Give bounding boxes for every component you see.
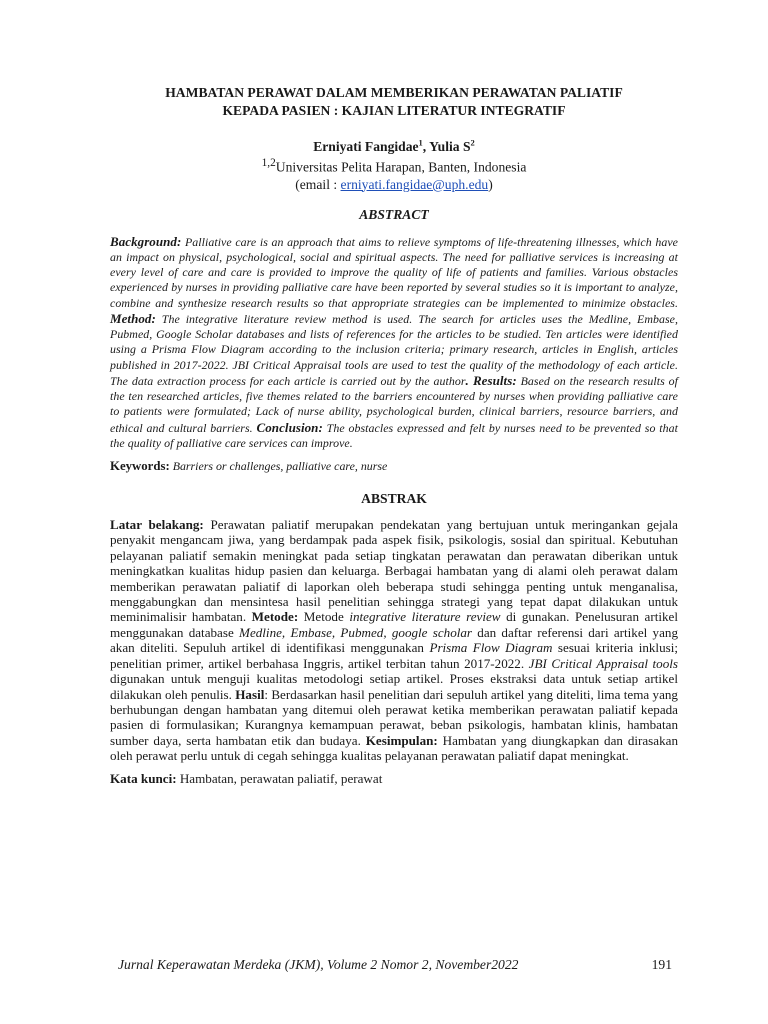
results-label: . Results: xyxy=(465,372,517,388)
metode-text-2: di gunakan. Penelusuran artikel menggunakan database xyxy=(110,609,678,640)
background-label: Background: xyxy=(110,233,182,249)
metode-text-3: dan daftar referensi dari artikel yang akan diteliti. Sepuluh artikel di identifikasi menggunakan xyxy=(110,624,679,656)
abstract-english xyxy=(110,234,678,452)
results-text: Based on the research results of the ten researched articles, five themes related to the barriers encountered by nurses when providing palliative care to patients were formulated; Lack of nurse ability, psychological burden, clinical barriers, resource barriers, and ethical and cultural barriers. xyxy=(110,373,679,435)
author-names xyxy=(313,139,475,154)
abstract-indonesian xyxy=(110,517,678,764)
keywords-text: Barriers or challenges, palliative care, nurse xyxy=(169,459,388,474)
metode-text-4: sesuai kriteria inklusi; penelitian primer, artikel berbahasa Inggris, artikel terbitan tahun 2017-2022. xyxy=(110,640,678,671)
kesimpulan-label: Kesimpulan: xyxy=(365,732,438,748)
email-prefix: (email : xyxy=(295,176,341,192)
author-list xyxy=(110,138,678,155)
affiliation xyxy=(110,155,678,176)
metode-italic-2: Medline, Embase, Pubmed, google scholar xyxy=(239,624,473,640)
paper-title xyxy=(110,84,678,120)
latar-belakang-text: Perawatan paliatif merupakan pendekatan yang bertujuan untuk meringankan gejala penyakit mengancam jiwa, yang berdampak pada aspek fisik, psikologis, sosial dan spiritual. Kebutuhan pelayanan paliatif semakin meningkat pada setiap tingkatan perawatan dan perawatan diberikan untuk meningkatkan kualitas hidup pasien dan keluarga. Berbagai hambatan yang di alami oleh perawat dalam memberikan perawatan paliatif di laporkan oleh beberapa studi sehingga penting untuk menganalisa, menggabungkan dan mensintesa hasil penelitian sehingga strategi yang tepat dapat dilakukan untuk meminimalisir hambatan. xyxy=(110,517,678,625)
author-1: Erniyati Fangidae xyxy=(313,139,419,154)
keywords xyxy=(110,458,678,474)
author-2-affil-mark: 2 xyxy=(470,137,475,148)
keywords-label: Keywords: xyxy=(110,459,170,474)
abstract-heading: ABSTRACT xyxy=(359,206,429,222)
conclusion-label: Conclusion: xyxy=(256,419,323,435)
method-text: The integrative literature review method is used. The search for articles uses the Medline, Embase, Pubmed, Google Scholar databases and lists of references for the articles to be studied. Ten articles were identified using a Prisma Flow Diagram according to the inclusion criteria; primary research, articles in English, articles published in 2017-2022. JBI Critical Appraisal tools are used to test the quality of the methodology of each article. The data extraction process for each article is carried out by the author xyxy=(110,311,678,388)
paper-content xyxy=(110,84,678,787)
page-number: 191 xyxy=(651,957,672,972)
title-line-1: HAMBATAN PERAWAT DALAM MEMBERIKAN PERAWATAN PALIATIF xyxy=(165,85,623,100)
kata-kunci-text: Hambatan, perawatan paliatif, perawat xyxy=(176,770,383,786)
email-link[interactable]: erniyati.fangidae@uph.edu xyxy=(340,176,489,192)
metode-italic-4: JBI Critical Appraisal tools xyxy=(528,655,678,671)
page-footer xyxy=(118,956,672,974)
metode-italic-1: integrative literature review xyxy=(349,609,501,625)
journal-citation: Jurnal Keperawatan Merdeka (JKM), Volume 2 Nomor 2, November2022 xyxy=(118,957,519,972)
affiliation-mark: 1,2 xyxy=(261,157,276,169)
title-line-2: KEPADA PASIEN : KAJIAN LITERATUR INTEGRATIF xyxy=(222,103,566,118)
hasil-text: : Berdasarkan hasil penelitian dari sepuluh artikel yang diteliti, lima tema yang berhubungan dengan hambatan yang ditemui oleh perawat ketika memberikan perawatan paliatif kepada pasien di formulasikan; Kurangnya kemampuan perawat, beban psikologis, hambatan klinis, hambatan sumber daya, serta hambatan etik dan budaya. xyxy=(110,686,678,748)
kata-kunci-label: Kata kunci: xyxy=(110,770,177,786)
author-separator: , xyxy=(422,139,430,154)
author-2: Yulia S xyxy=(429,139,471,154)
hasil-label: Hasil xyxy=(235,686,265,702)
metode-italic-3: Prisma Flow Diagram xyxy=(429,640,553,656)
metode-text-1: Metode xyxy=(298,609,350,625)
kesimpulan-text: Hambatan yang diungkapkan dan dirasakan oleh perawat perlu untuk di cegah sehingga kualitas pelayanan perawatan paliatif dapat meningkat. xyxy=(110,732,678,764)
method-label: Method: xyxy=(110,310,156,326)
abstrak-heading: ABSTRAK xyxy=(361,491,427,507)
background-text: Palliative care is an approach that aims to relieve symptoms of life-threatening illnesses, which have an impact on physical, psychological, social and spiritual aspects. The need for palliative services is increasing at every level of care and care is provided to improve the quality of life of patients and families. Various obstacles experienced by nurses in providing palliative care have been reported by several studies so it is important to analyze, combine and synthesize research results so that appropriate strategies can be implemented to minimize obstacles. xyxy=(110,234,678,310)
author-1-affil-mark: 1 xyxy=(418,137,423,148)
email-suffix: ) xyxy=(488,176,493,192)
metode-text-5: digunakan untuk menguji kualitas metodologi setiap artikel. Proses ekstraksi data untuk setiap artikel dilakukan oleh penulis. xyxy=(110,671,678,702)
latar-belakang-label: Latar belakang: xyxy=(110,517,204,533)
conclusion-text: The obstacles expressed and felt by nurses need to be prevented so that the quality of palliative care services can improve. xyxy=(110,420,678,450)
kata-kunci xyxy=(110,771,678,787)
affiliation-text: Universitas Pelita Harapan, Banten, Indonesia xyxy=(275,159,527,175)
metode-label: Metode: xyxy=(251,609,299,625)
email-line xyxy=(110,176,678,193)
